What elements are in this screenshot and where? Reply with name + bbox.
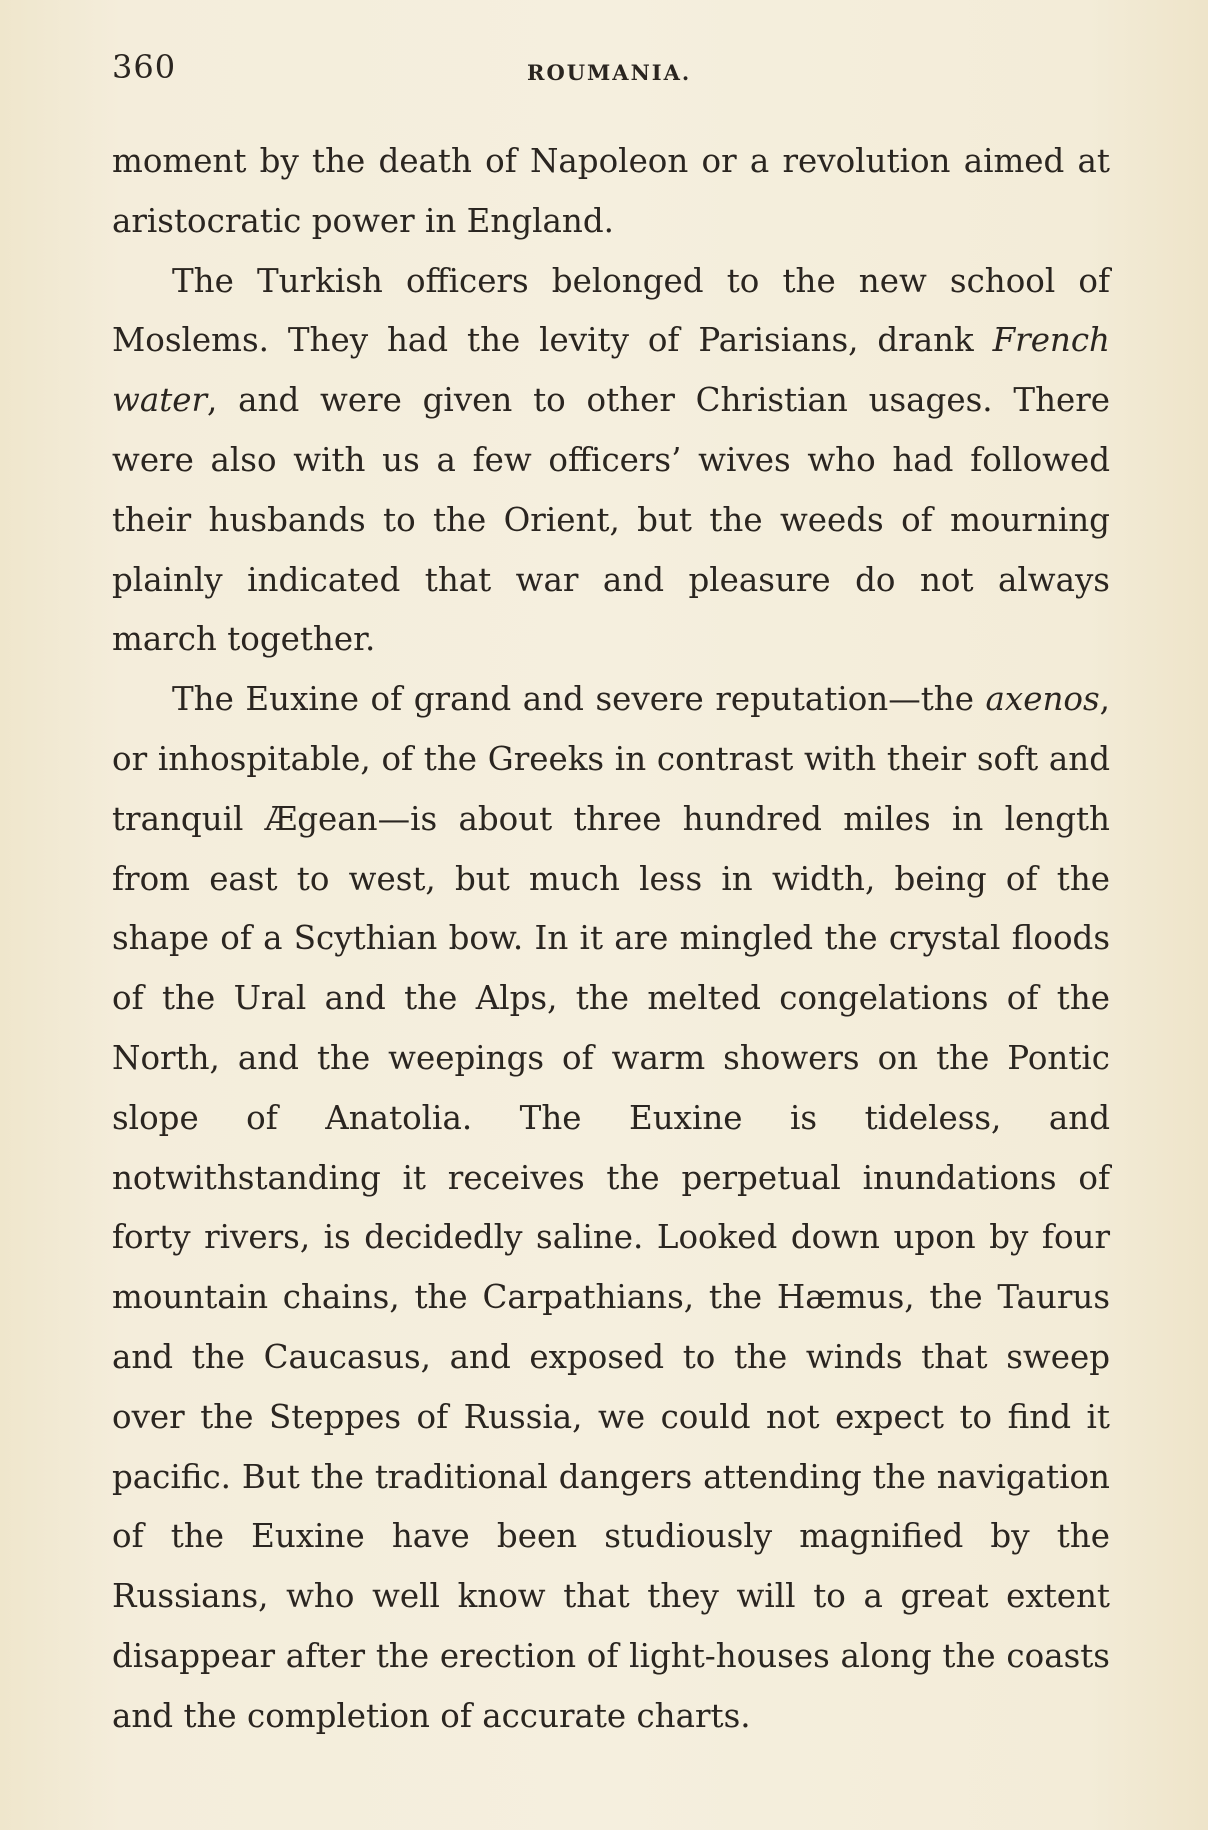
paragraph-rest: , and were given to other Christian usages. There were also with us a few officers’ wives who had followed their husbands to the Orient, but the weeds of mourning plainly indicated that war and pleasure do not always march together.: [112, 381, 1110, 659]
paragraph-continuation: [112, 132, 1110, 252]
paragraph-rest: , or inhospitable, of the Greeks in contrast with their soft and tranquil Ægean—is about three hundred miles in length from east to west, but much less in width, being of the shape of a Scythian bow. In it are mingled the crystal floods of the Ural and the Alps, the melted congelations of the North, and the weepings of warm showers on the Pontic slope of Anatolia. The Euxine is tideless, and notwithstanding it receives the perpetual inundations of forty rivers, is decidedly saline. Looked down upon by four mountain chains, the Carpathians, the Hæmus, the Taurus and the Caucasus, and exposed to the winds that sweep over the Steppes of Russia, we could not expect to find it pacific. But the traditional dangers attending the navigation of the Euxine have been studiously magnified by the Russians, who well know that they will to a great extent disappear after the erection of light-houses along the coasts and the completion of accurate charts.: [112, 680, 1110, 1735]
paragraph-lead: The Euxine of grand and severe reputation—the: [172, 680, 986, 719]
paragraph-text: moment by the death of Napoleon or a revolution aimed at aristocratic power in England.: [112, 142, 1110, 240]
italic-phrase: axenos: [985, 680, 1100, 719]
italic-phrase: French water: [112, 321, 1110, 420]
page-header: [112, 48, 1112, 98]
page-body: [112, 132, 1110, 1747]
running-head: ROUMANIA.: [527, 60, 692, 85]
paragraph-turkish-officers: [112, 252, 1110, 671]
paragraph-lead: The Turkish officers belonged to the new school of Moslems. They had the levity of Parisians, drank: [112, 261, 1110, 360]
page-number: 360: [112, 48, 177, 86]
paragraph-euxine: [112, 670, 1110, 1746]
